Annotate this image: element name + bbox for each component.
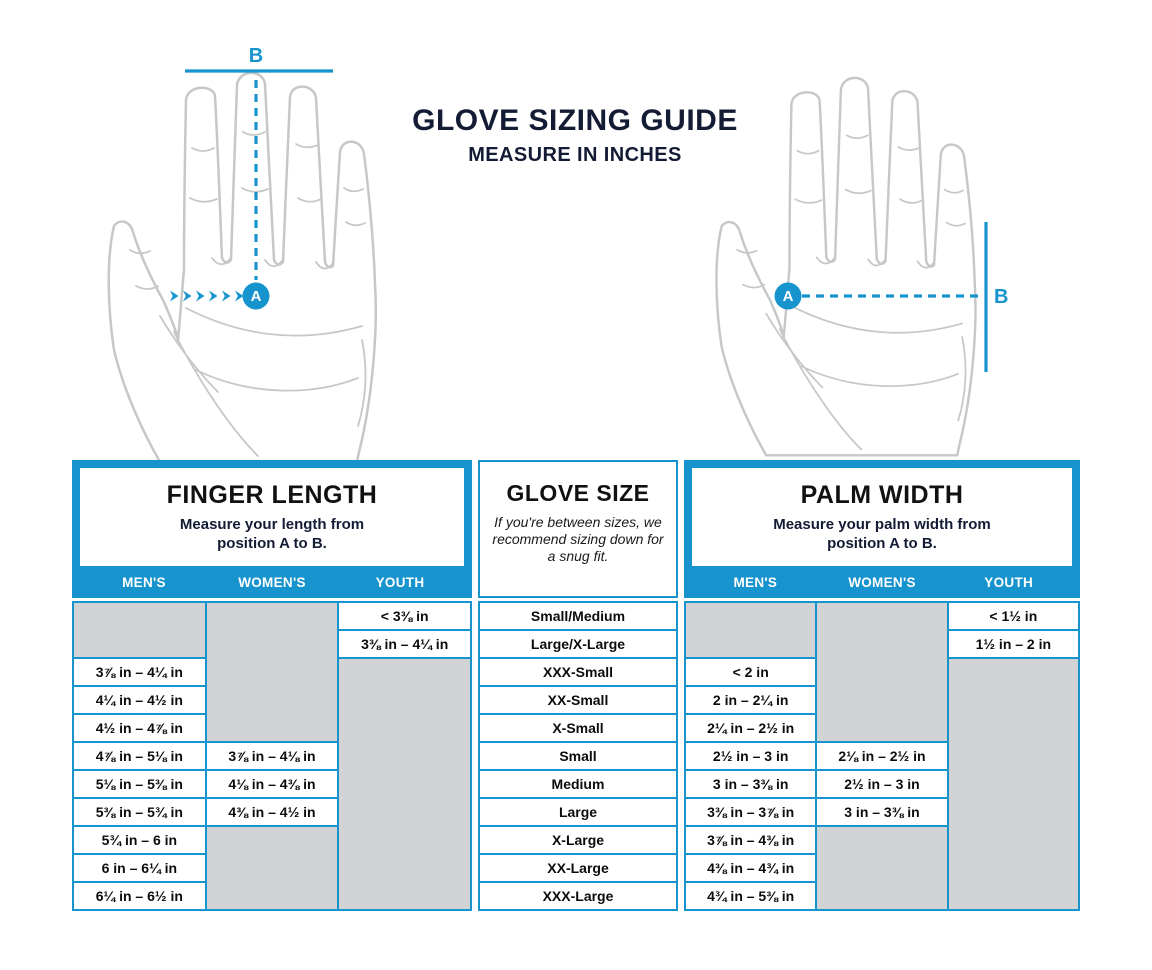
finger-length-range-cell: 5⅜ in – 5¾ in [74,797,205,825]
palm-width-range-cell: 2½ in – 3 in [686,741,815,769]
table-column [815,603,946,909]
finger-length-range-cell: < 3⅜ in [380,608,429,624]
glove-size-cell: X-Small [480,713,676,741]
empty-cell [817,603,946,629]
glove-size-cell: Large/X-Large [480,629,676,657]
glove-size-cell: XXX-Large [480,881,676,909]
finger-length-table [72,601,472,911]
empty-cell [817,713,946,741]
column-header-mens: MEN'S [733,574,778,590]
palm-width-title: PALM WIDTH [800,481,964,509]
finger-length-title: FINGER LENGTH [166,481,378,509]
empty-cell [817,881,946,909]
empty-cell [207,713,338,741]
finger-length-column-headers [80,566,464,598]
palm-width-range-cell: 4¾ in – 5⅜ in [686,881,815,909]
empty-cell [339,825,470,853]
table-column [480,603,676,909]
empty-cell [949,685,1078,713]
empty-cell [817,685,946,713]
palm-width-subtitle: Measure your palm width from position A to B. [773,516,991,552]
finger-length-range-cell: 3⅞ in – 4¼ in [74,657,205,685]
point-a-label: A [782,288,794,305]
finger-length-range-cell: 5⅛ in – 5⅜ in [74,769,205,797]
finger-length-range-cell: 5¾ in – 6 in [74,825,205,853]
hand-outline [716,78,975,455]
palm-width-range-cell: 3 in – 3⅜ in [817,797,946,825]
glove-size-title: GLOVE SIZE [506,480,650,506]
empty-cell [949,713,1078,741]
palm-width-column-headers [692,566,1072,598]
glove-size-header [478,460,678,598]
empty-cell [817,825,946,853]
empty-cell [207,657,338,685]
point-a-label: A [250,288,262,305]
finger-length-range-cell: 4½ in – 4⅞ in [74,713,205,741]
glove-size-cell: Large [480,797,676,825]
empty-cell [949,741,1078,769]
palm-width-header [684,460,1080,598]
empty-cell [207,685,338,713]
finger-length-range-cell: 6 in – 6¼ in [74,853,205,881]
column-header-youth: YOUTH [375,574,425,590]
empty-cell [949,881,1078,909]
glove-size-table [478,601,678,911]
finger-length-range-cell: 4⅞ in – 5⅛ in [74,741,205,769]
empty-cell [339,853,470,881]
empty-cell [949,769,1078,797]
empty-cell [949,853,1078,881]
palm-width-title-box [692,468,1072,566]
glove-size-subtitle: If you're between sizes, we recommend sizing down for a snug fit. [492,514,664,564]
palm-width-range-cell: < 2 in [686,657,815,685]
empty-cell [686,603,815,629]
empty-cell [74,629,205,657]
glove-size-cell: XX-Large [480,853,676,881]
empty-cell [339,741,470,769]
page-subtitle: MEASURE IN INCHES [468,144,682,166]
empty-cell [207,629,338,657]
empty-cell [949,825,1078,853]
finger-length-subtitle: Measure your length from position A to B. [179,516,365,552]
finger-length-range-cell: 3⅞ in – 4⅛ in [207,741,338,769]
empty-cell [339,797,470,825]
column-header-mens: MEN'S [122,574,166,590]
empty-cell [949,797,1078,825]
palm-width-range-cell: 2¼ in – 2½ in [686,713,815,741]
palm-width-range-cell: 3 in – 3⅜ in [686,769,815,797]
empty-cell [74,603,205,629]
empty-cell [339,685,470,713]
empty-cell [817,629,946,657]
column-header-youth: YOUTH [984,574,1034,590]
finger-length-range-cell: 3⅜ in – 4¼ in [339,629,470,657]
column-header-womens: WOMEN'S [848,574,916,590]
palm-width-range-cell: 2 in – 2¼ in [686,685,815,713]
finger-length-title-box [80,468,464,566]
palm-width-range-cell: 1½ in – 2 in [949,629,1078,657]
empty-cell [339,881,470,909]
empty-cell [339,713,470,741]
right-hand-illustration [700,40,1040,464]
column-header-womens: WOMEN'S [238,574,306,590]
palm-width-range-cell: < 1½ in [989,608,1038,624]
hand-outline [109,73,376,462]
palm-width-range-cell: 2½ in – 3 in [817,769,946,797]
palm-width-range-cell: 4⅜ in – 4¾ in [686,853,815,881]
table-column [337,603,470,909]
empty-cell [339,657,470,685]
finger-length-range-cell: 6¼ in – 6½ in [74,881,205,909]
empty-cell [207,881,338,909]
table-column [74,603,205,909]
palm-width-range-cell: 3⅜ in – 3⅞ in [686,797,815,825]
finger-length-range-cell: 4¼ in – 4½ in [74,685,205,713]
palm-width-table [684,601,1080,911]
empty-cell [949,657,1078,685]
empty-cell [339,769,470,797]
point-b-label: B [248,45,264,67]
glove-size-cell: Medium [480,769,676,797]
point-b-label: B [994,286,1009,308]
glove-size-cell: XX-Small [480,685,676,713]
finger-length-range-cell: 4⅛ in – 4⅜ in [207,769,338,797]
empty-cell [207,825,338,853]
glove-size-cell: X-Large [480,825,676,853]
empty-cell [686,629,815,657]
finger-length-range-cell: 4⅜ in – 4½ in [207,797,338,825]
glove-size-cell: XXX-Small [480,657,676,685]
palm-width-range-cell: 2⅛ in – 2½ in [817,741,946,769]
empty-cell [207,853,338,881]
table-column [686,603,815,909]
table-column [947,603,1078,909]
palm-width-range-cell: 3⅞ in – 4⅜ in [686,825,815,853]
empty-cell [817,657,946,685]
empty-cell [207,603,338,629]
page-title: GLOVE SIZING GUIDE [412,104,738,137]
glove-size-cell: Small [480,741,676,769]
finger-length-header [72,460,472,598]
glove-size-cell: Small/Medium [530,608,626,624]
empty-cell [817,853,946,881]
table-column [205,603,338,909]
